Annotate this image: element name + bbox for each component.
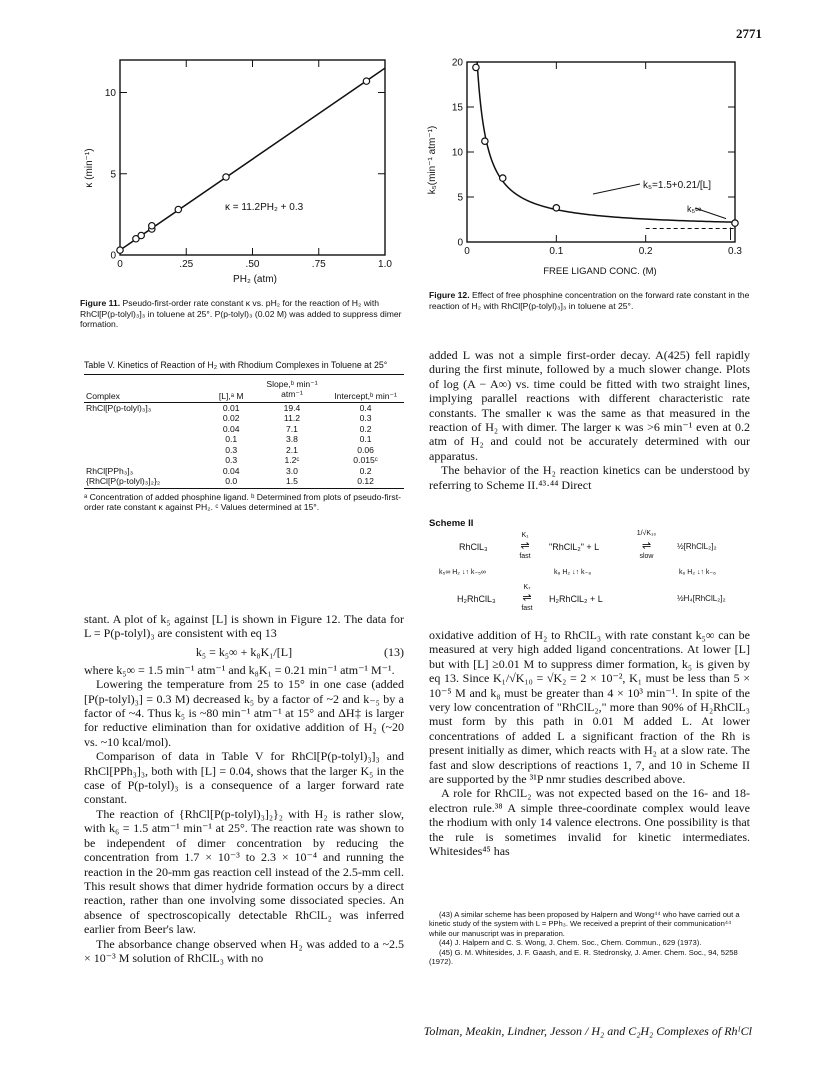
figure-12-caption: Figure 12. Effect of free phosphine concentration on the forward rate constant in the reaction of H₂ with RhCl[P(p-tolyl)₃]₃ in toluene at 25°.	[429, 290, 750, 311]
table-5-header: Complex	[86, 391, 120, 401]
scheme-vertical-step: k₈ H₂ ↓↑ k₋₈	[554, 569, 592, 576]
equilibrium-arrow-icon: ⇌	[641, 540, 652, 552]
table-cell	[84, 413, 206, 424]
scheme-species: H₂RhClL₂ + L	[549, 594, 603, 604]
data-point	[473, 64, 479, 70]
table-cell: 2.1	[286, 444, 298, 455]
table-cell: {RhCl[P(p-tolyl)₃]₂}₂	[86, 476, 161, 486]
paragraph: The absorbance change observed when H₂ was added to a ~2.5 × 10⁻³ M solution of RhClL₃ with no	[84, 936, 404, 965]
plot-frame	[120, 60, 385, 255]
table-cell: 19.4	[283, 402, 301, 413]
paragraph: The behavior of the H₂ reaction kinetics can be understood by referring to Scheme II.⁴³·⁴⁴ Direct	[429, 463, 750, 492]
table-row	[84, 424, 404, 435]
scheme-2	[429, 518, 750, 618]
scheme-species: ½H₄[RhClL₂]₂	[677, 594, 726, 603]
figure-11-ylabel: κ (min⁻¹)	[84, 148, 95, 188]
table-row	[84, 413, 404, 424]
scheme-vertical-step: k₆ H₂ ↓↑ k₋₆	[679, 569, 716, 576]
footnote-44: (44) J. Halpern and C. S. Wong, J. Chem. Soc., Chem. Commun., 629 (1973).	[439, 938, 702, 948]
paragraph: A role for RhClL₂ was not expected based on the 16- and 18-electron rule.³⁸ A simple three-coordinate complex would leave the rhodium with only 14 valence electrons. One possibility is that the rule is sometimes invalid for kinetic intermediates. Whitesides⁴⁵ has	[429, 786, 750, 859]
table-cell	[84, 455, 206, 466]
left-column	[84, 612, 404, 965]
x-tick-label: 0.3	[728, 246, 742, 257]
scheme-constant: K₇	[523, 584, 531, 591]
y-tick-label: 0	[457, 237, 463, 249]
figure-11-equation: κ = 11.2PH₂ + 0.3	[225, 202, 304, 213]
data-point	[500, 175, 506, 181]
scheme-2-title: Scheme II	[429, 518, 474, 529]
paragraph: added L was not a simple first-order decay. A(425) fell rapidly during the first minute, followed by a much slower change. Plots of log (A − A∞) vs. time could be fitted with two straight lines, implying parallel reactions with different characteristic rate constants. The smaller κ was the same as that measured in the reaction of H₂ with dimer. The larger κ was >6 min⁻¹ even at 0.2 atm of H₂ and could not be accurately determined with our apparatus.	[429, 348, 750, 463]
scheme-constant: K₁	[521, 532, 529, 539]
equation-13	[84, 641, 404, 663]
table-cell: 0.02	[222, 413, 240, 423]
scheme-condition: slow	[639, 553, 654, 560]
table-cell: RhCl[P(p-tolyl)₃]₃	[86, 402, 152, 413]
running-footer: Tolman, Meakin, Lindner, Jesson / H₂ and C₂H₂ Complexes of RhᴵCl	[423, 1024, 752, 1038]
table-cell: 0.3	[225, 444, 238, 455]
table-cell: 1.5	[286, 476, 298, 486]
y-tick-label: 15	[451, 102, 463, 114]
table-cell: 0.01	[222, 402, 240, 413]
table-cell: 0.2	[359, 465, 372, 476]
data-point	[732, 220, 738, 226]
table-cell: 0.4	[359, 402, 372, 413]
paragraph: The reaction of {RhCl[P(p-tolyl)₃]₂}₂ with H₂ is rather slow, with k₆ = 1.5 atm⁻¹ min⁻¹ at 25°. The reaction rate was shown to be independent of dimer concentration by reducing the concentration from 1.7 × 10⁻³ to 2.3 × 10⁻⁴ and running the reaction in the 20-mm gas reaction cell instead of the 2.5-mm cell. This result shows that dimer hydride formation occurs by a direct reaction, rather than one involving some dissociated species. An absence of spectroscopically detectable RhClL₂ was inferred earlier from Beer's law.	[84, 806, 404, 937]
table-cell: 1.2ᶜ	[284, 455, 300, 465]
table-cell: 3.8	[286, 434, 298, 444]
table-row	[84, 466, 404, 477]
table-cell: 0.3	[359, 413, 372, 423]
x-tick-label: 0.2	[638, 246, 653, 257]
equation-pointer	[593, 184, 640, 194]
y-tick-label: 10	[104, 88, 116, 99]
data-point	[482, 138, 488, 144]
figure-11-chart	[80, 50, 410, 290]
table-cell: 0.06	[357, 444, 374, 455]
plot-frame	[467, 62, 735, 242]
table-cell: 3.0	[286, 465, 298, 476]
y-tick-label: 10	[451, 147, 463, 159]
table-cell: 0.015ᶜ	[353, 455, 378, 465]
data-point	[149, 223, 155, 229]
table-cell: 0.3	[225, 455, 238, 465]
table-5-title: Table V. Kinetics of Reaction of H₂ with Rhodium Complexes in Toluene at 25°	[84, 360, 388, 370]
table-row	[84, 445, 404, 456]
fit-curve	[477, 62, 735, 222]
equilibrium-arrow-icon: ⇌	[520, 540, 530, 552]
x-tick-label: 0.1	[549, 246, 564, 257]
figure-12-asymptote-label: k₅∞	[687, 204, 702, 214]
x-tick-label: .75	[311, 259, 326, 270]
fit-curve	[120, 68, 385, 250]
data-point	[138, 232, 144, 238]
table-cell: 0.2	[359, 423, 372, 434]
paragraph: oxidative addition of H₂ to RhClL₃ with rate constant k₅∞ can be measured at very high added ligand concentrations. At lower [L] but with [L] ≥0.01 M to suppress dimer formation, k₅ is given by eq 13. Since K₁/√K₁₀ = √K₂ = 2 × 10⁻², K₁ must be less than 5 × 10⁻⁵ M and k₈ must be greater than 4 × 10³ min⁻¹. In spite of the very low concentration of "RhClL₂," more than 90% of H₂RhClL₃ must form by this path in 0.01 M added L. At lower concentrations of added L a significant fraction of the Rh is present initially as dimer, which reacts with H₂ at a slow rate. The fast and slow descriptions of reactions 1, 7, and 10 in Scheme II are supported by the ³¹P nmr studies described above.	[429, 628, 750, 787]
scheme-species: H₂RhClL₃	[457, 594, 496, 604]
footnote-45: (45) G. M. Whitesides, J. F. Gaash, and E. R. Stedronsky, J. Amer. Chem. Soc., 94, 5258 (1972).	[429, 947, 738, 967]
figure-12-xlabel: FREE LIGAND CONC. (M)	[543, 266, 657, 277]
x-tick-label: 0	[117, 259, 123, 270]
table-cell	[84, 445, 206, 456]
y-tick-label: 20	[451, 57, 463, 69]
right-column	[429, 348, 750, 492]
footnotes	[429, 910, 750, 966]
x-tick-label: .50	[245, 259, 260, 270]
table-5-header: [L],ᵃ M	[218, 391, 244, 401]
scheme-constant: 1/√K₁₀	[636, 530, 657, 537]
scheme-species: RhClL₃	[459, 542, 488, 552]
x-tick-label: .25	[179, 259, 194, 270]
table-cell: 7.1	[286, 423, 298, 434]
equation-13-body: k₅ = k₅∞ + k₈K₁/[L]	[195, 644, 293, 659]
scheme-vertical-step: k₅∞ H₂ ↓↑ k₋₅∞	[439, 569, 486, 576]
table-cell: 11.2	[283, 413, 301, 423]
table-row	[84, 455, 404, 466]
table-cell: 0.04	[222, 423, 240, 434]
table-cell	[84, 434, 206, 445]
table-cell: 0.0	[225, 476, 238, 486]
figure-11-caption: Figure 11. Pseudo-first-order rate constant κ vs. pH₂ for the reaction of H₂ with RhCl[P(p-tolyl)₃]₃ in toluene at 25°. P(p-tolyl)₃ (0.02 M) was added to suppress dimer formation.	[80, 298, 402, 330]
y-tick-label: 0	[110, 250, 116, 262]
table-5	[84, 360, 404, 512]
data-point	[117, 247, 123, 253]
scheme-condition: fast	[521, 605, 533, 612]
paragraph: where k₅∞ = 1.5 min⁻¹ atm⁻¹ and k₈K₁ = 0.21 min⁻¹ atm⁻¹ M⁻¹.	[84, 662, 395, 677]
figure-12-chart	[425, 50, 765, 280]
table-cell: 0.12	[357, 476, 374, 486]
paragraph: stant. A plot of k₅ against [L] is shown in Figure 12. The data for L = P(p-tolyl)₃ are consistent with eq 13	[84, 612, 404, 641]
right-column-continued	[429, 628, 750, 859]
x-tick-label: 1.0	[378, 259, 392, 270]
paragraph: Lowering the temperature from 25 to 15° in one case (added [P(p-tolyl)₃] = 0.3 M) decreased k₅ by a factor of ~2 and k₋₅ by a factor of ~4. Thus k₅ is ~80 min⁻¹ atm⁻¹ at 15° and ΔH‡ is larger for reductive elimination than for oxidative addition of H₂ (~20 vs. ~10 kcal/mol).	[84, 677, 404, 749]
y-tick-label: 5	[110, 169, 116, 181]
y-tick-label: 5	[457, 192, 463, 204]
table-5-header: Intercept,ᵇ min⁻¹	[334, 391, 397, 401]
table-cell: 0.04	[222, 465, 240, 476]
data-point	[175, 206, 181, 212]
data-point	[553, 205, 559, 211]
data-point	[363, 78, 369, 84]
figure-12-equation: k₅=1.5+0.21/[L]	[643, 180, 711, 191]
scheme-species: ½[RhClL₂]₂	[677, 542, 717, 551]
table-row	[84, 476, 404, 487]
figure-12-ylabel: k₅(min⁻¹ atm⁻¹)	[427, 125, 438, 195]
figure-11-xlabel: PH₂ (atm)	[233, 274, 277, 285]
table-cell	[84, 424, 206, 435]
table-row	[84, 402, 404, 413]
scheme-condition: fast	[519, 553, 531, 560]
table-5-footnote: ᵃ Concentration of added phosphine ligand. ᵇ Determined from plots of pseudo-first-order rate constant κ against PH₂. ᶜ Values determined at 15°.	[84, 491, 401, 512]
table-row	[84, 434, 404, 445]
footnote-43: (43) A similar scheme has been proposed by Halpern and Wong⁴⁴ who have carried out a kinetic study of the system with L = PPh₃. We received a preprint of their communication⁴⁴ while our manuscript was in preparation.	[429, 910, 740, 938]
scheme-species: "RhClL₂" + L	[549, 542, 600, 552]
equation-13-number: (13)	[384, 644, 404, 659]
table-cell: 0.1	[225, 434, 238, 444]
table-cell: RhCl[PPh₃]₃	[86, 465, 134, 476]
table-5-header: Slope,ᵇ min⁻¹ atm⁻¹	[266, 378, 318, 399]
paragraph: Comparison of data in Table V for RhCl[P(p-tolyl)₃]₃ and RhCl[PPh₃]₃, both with [L] = 0.04, shows that the larger K₅ in the case of P(p-tolyl)₃ is a consequence of a larger forward rate constant.	[84, 749, 404, 807]
page-number: 2771	[736, 26, 762, 41]
data-point	[223, 174, 229, 180]
table-cell: 0.1	[359, 434, 372, 444]
equilibrium-arrow-icon: ⇌	[522, 592, 532, 604]
x-tick-label: 0	[464, 246, 470, 257]
